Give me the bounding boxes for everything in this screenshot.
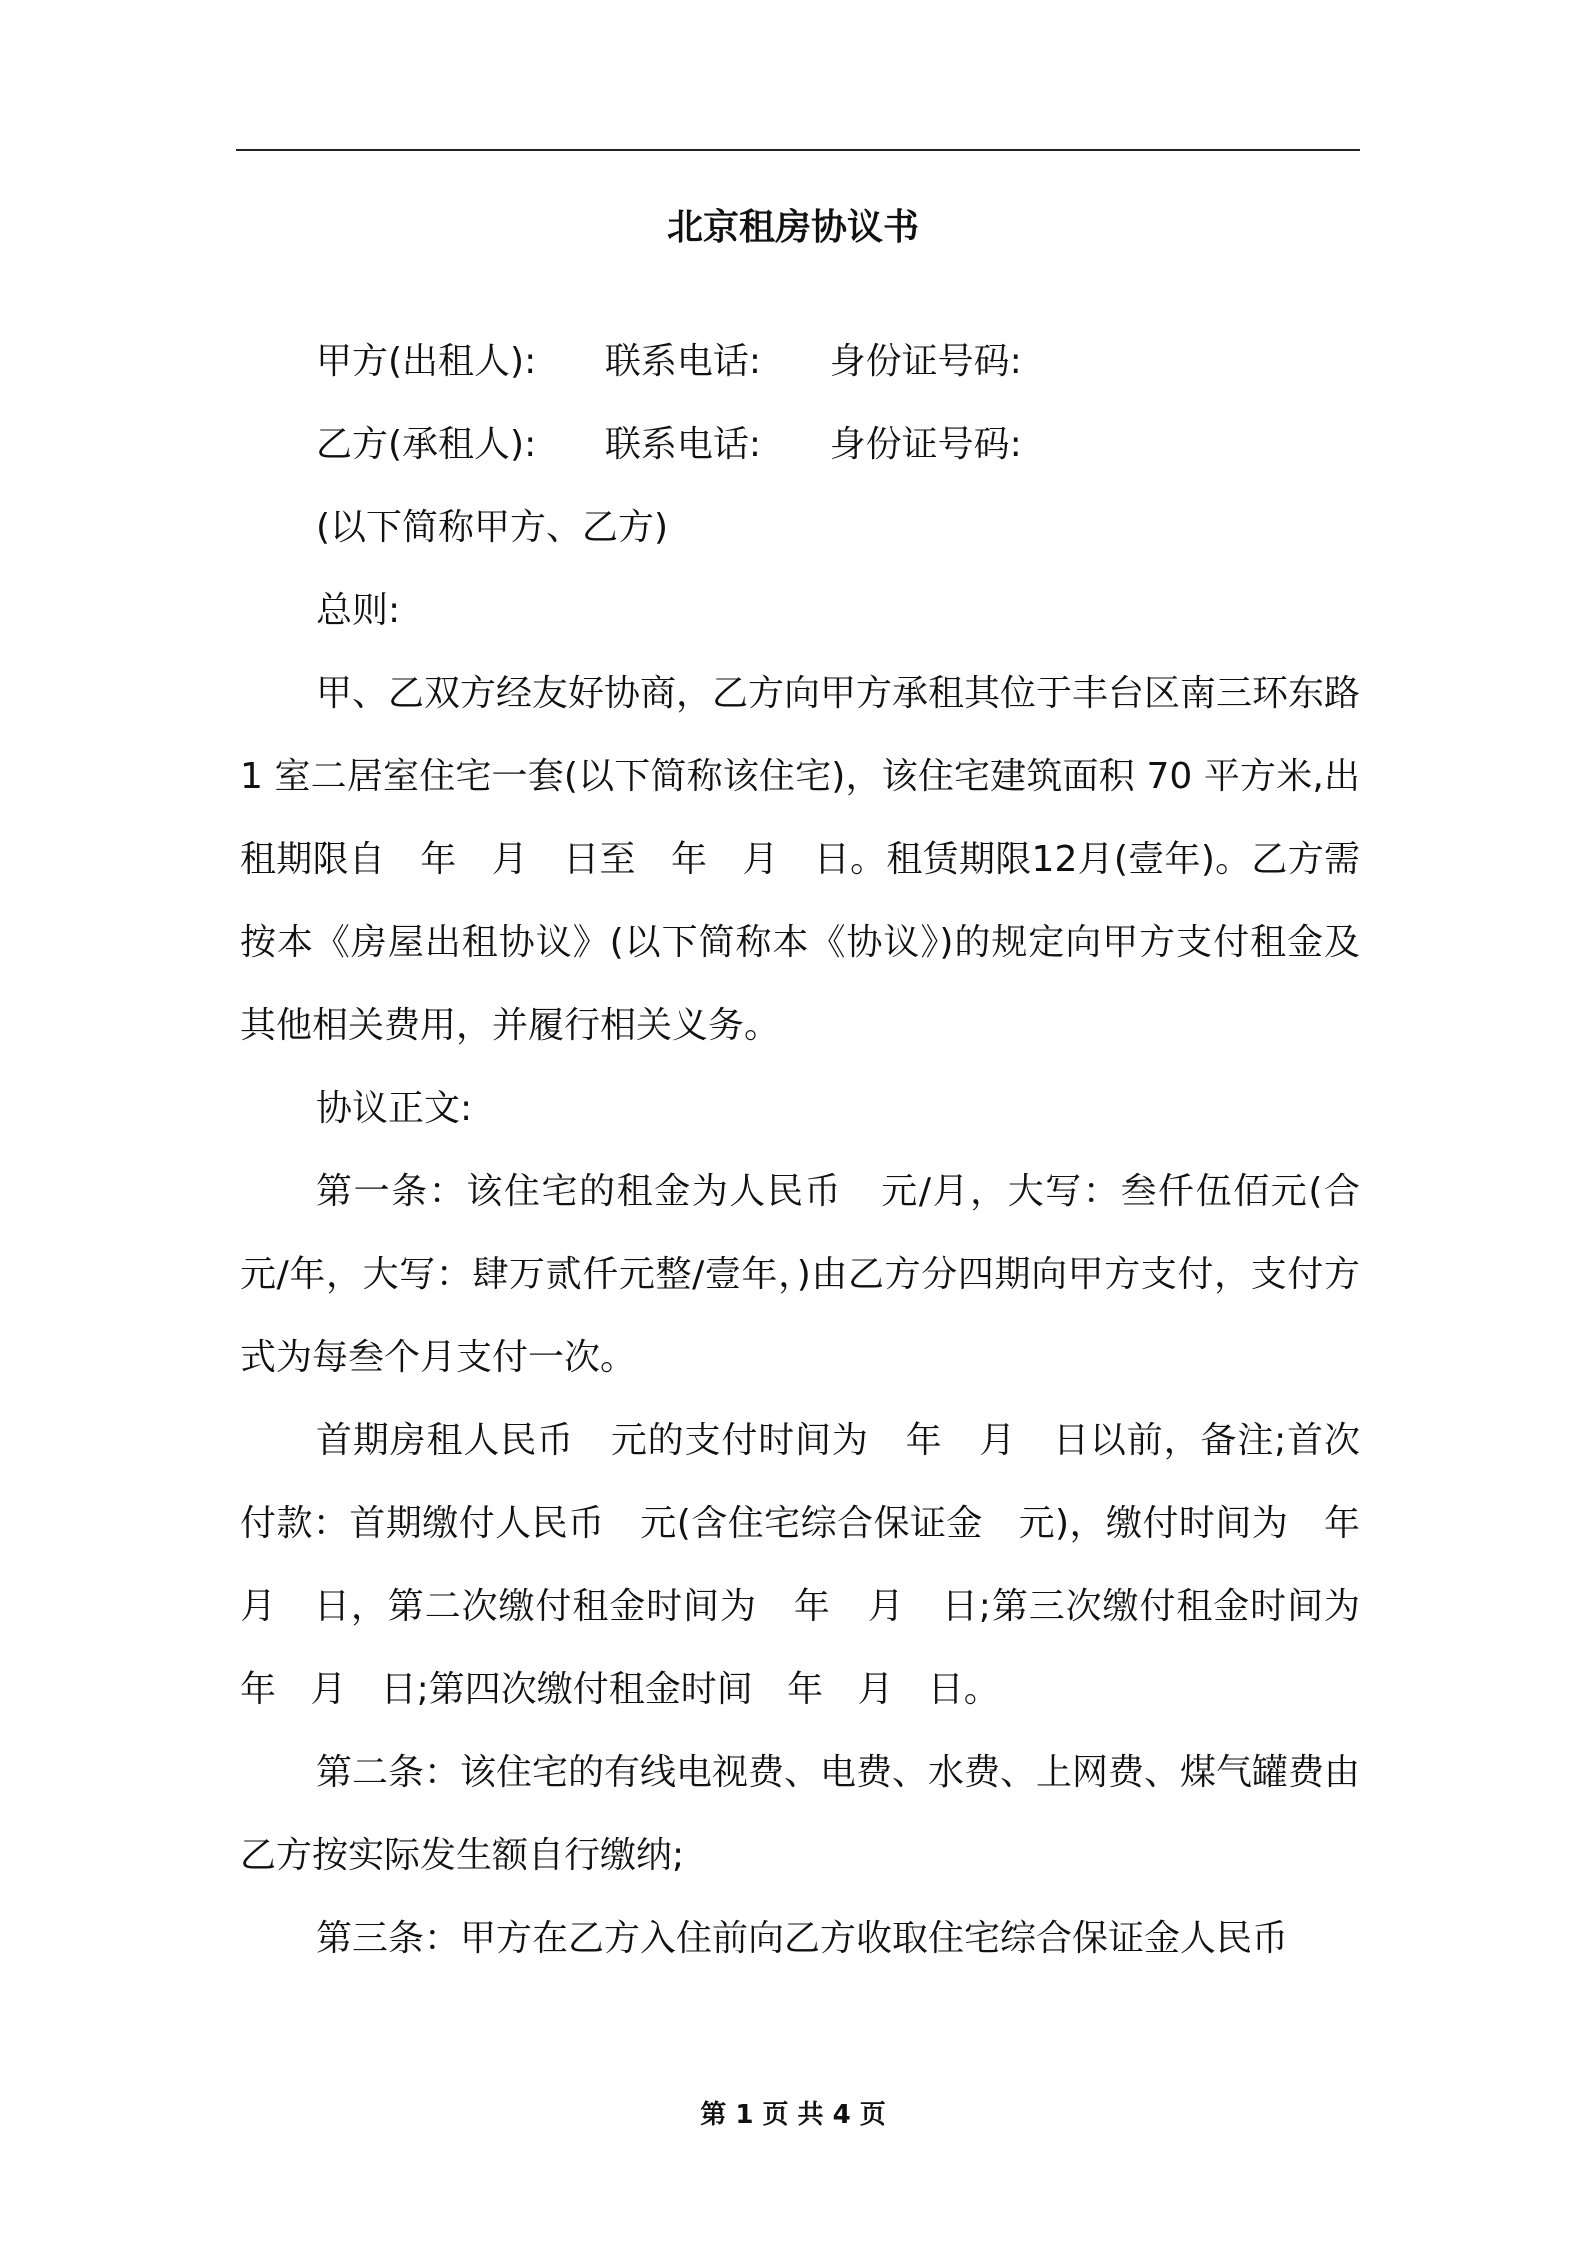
general-paragraph: 甲、乙双方经友好协商，乙方向甲方承租其位于丰台区南三环东路 1 室二居室住宅一套(以下简称该住宅)，该住宅建筑面积 70 平方米,出租期限自 年 月 日至 年 月 日。租赁期限12月(壹年)。乙方需按本《房屋出租协议》(以下简称本《协议》)的规定向甲方支付租金及其他相关费用，并履行相关义务。 (240, 673, 1372, 1046)
header-rule (236, 149, 1360, 151)
document-title: 北京租房协议书 (666, 207, 919, 248)
abbreviation-note: (以下简称甲方、乙方) (316, 507, 669, 548)
article-1: 第一条：该住宅的租金为人民币 元/月，大写：叁仟伍佰元(合 元/年，大写：肆万贰仟元整/壹年，)由乙方分四期向甲方支付，支付方式为每叁个月支付一次。 (240, 1171, 1395, 1378)
payment-schedule: 首期房租人民币 元的支付时间为 年 月 日以前，备注;首次付款：首期缴付人民币 元(含住宅综合保证金 元)，缴付时间为 年 月 日，第二次缴付租金时间为 年 月 日;第三次缴付租金时间为 年 月 日;第四次缴付租金时间 年 月 日。 (240, 1420, 1395, 1710)
agreement-body-heading: 协议正文: (316, 1088, 473, 1129)
article-3: 第三条：甲方在乙方入住前向乙方收取住宅综合保证金人民币 (316, 1918, 1289, 1959)
article-2: 第二条：该住宅的有线电视费、电费、水费、上网费、煤气罐费由乙方按实际发生额自行缴纳; (240, 1752, 1361, 1876)
general-heading: 总则: (316, 590, 401, 631)
document-body (240, 320, 1395, 1980)
party-b-line: 乙方(承租人): 联系电话: 身份证号码: (316, 424, 1022, 465)
party-a-line: 甲方(出租人): 联系电话: 身份证号码: (316, 341, 1022, 382)
page-number: 第 1 页 共 4 页 (700, 2100, 886, 2130)
